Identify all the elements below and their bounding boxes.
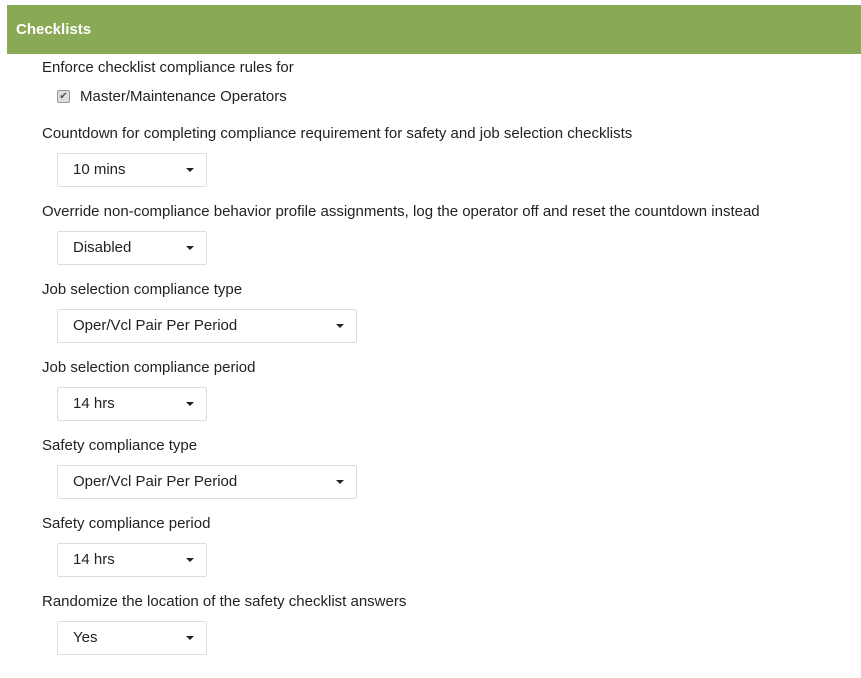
safety-compliance-period-group	[42, 514, 760, 577]
randomize-select[interactable]	[57, 621, 207, 655]
enforce-group	[42, 58, 760, 106]
select-value: Disabled	[73, 239, 132, 256]
countdown-select[interactable]	[57, 153, 207, 187]
field-label: Safety compliance period	[42, 515, 211, 532]
select-value: Oper/Vcl Pair Per Period	[73, 473, 238, 490]
select-value: 14 hrs	[73, 551, 115, 568]
safety-compliance-period-select[interactable]	[57, 543, 207, 577]
countdown-group	[42, 124, 760, 187]
safety-compliance-type-select[interactable]	[57, 465, 357, 499]
field-label: Job selection compliance period	[42, 359, 256, 376]
select-value: Yes	[73, 629, 98, 646]
caret-down-icon	[186, 246, 194, 250]
select-value: 10 mins	[73, 161, 126, 178]
master-operators-checkbox[interactable]: ✔	[57, 90, 70, 103]
safety-compliance-type-group	[42, 436, 760, 499]
job-compliance-type-select[interactable]	[57, 309, 357, 343]
job-compliance-type-group	[42, 280, 760, 343]
caret-down-icon	[336, 324, 344, 328]
caret-down-icon	[186, 402, 194, 406]
randomize-group	[42, 592, 760, 655]
select-value: 14 hrs	[73, 395, 115, 412]
job-compliance-period-group	[42, 358, 760, 421]
master-operators-label: Master/Maintenance Operators	[80, 87, 287, 105]
field-label: Safety compliance type	[42, 437, 198, 454]
section-header: Checklists	[7, 5, 861, 54]
job-compliance-period-select[interactable]	[57, 387, 207, 421]
enforce-label: Enforce checklist compliance rules for	[42, 59, 294, 76]
caret-down-icon	[186, 636, 194, 640]
caret-down-icon	[186, 168, 194, 172]
field-label: Randomize the location of the safety checklist answers	[42, 593, 407, 610]
master-operators-checkbox-row[interactable]	[57, 86, 760, 106]
field-label: Override non-compliance behavior profile assignments, log the operator off and reset the countdown instead	[42, 203, 760, 220]
override-select[interactable]	[57, 231, 207, 265]
field-label: Job selection compliance type	[42, 281, 243, 298]
caret-down-icon	[336, 480, 344, 484]
field-label: Countdown for completing compliance requirement for safety and job selection checklists	[42, 125, 633, 142]
select-value: Oper/Vcl Pair Per Period	[73, 317, 238, 334]
override-group	[42, 202, 760, 265]
checklist-settings	[42, 58, 760, 670]
caret-down-icon	[186, 558, 194, 562]
